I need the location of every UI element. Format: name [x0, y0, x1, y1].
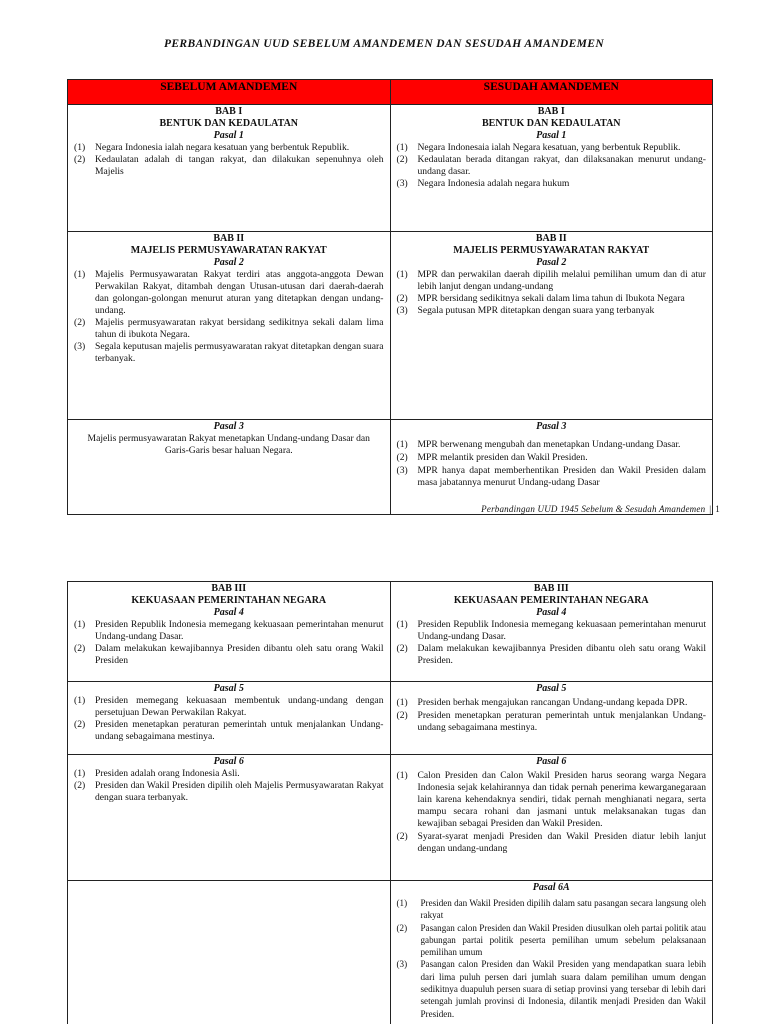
clause-list [74, 768, 384, 804]
cell-pasal6a-before-empty [68, 881, 391, 1024]
document-title: PERBANDINGAN UUD SEBELUM AMANDEMEN DAN SESUDAH AMANDEMEN [163, 38, 605, 50]
clause-item: (2) Dalam melakukan kewajibannya Presiden dibantu oleh satu orang Wakil Presiden [74, 643, 384, 666]
bab-number: BAB III [533, 583, 569, 594]
table-row-bab-2 [68, 232, 713, 420]
pasal-heading: Pasal 5 [536, 683, 567, 694]
bab-number: BAB II [535, 233, 567, 244]
pasal-heading: Pasal 3 [213, 421, 244, 432]
comparison-table-page-2 [67, 581, 713, 1024]
clause-text: Majelis permusyawaratan Rakyat menetapkan Undang-undang Dasar dan Garis-Garis besar haluan Negara. [87, 433, 370, 456]
header-before: SEBELUM AMANDEMEN [68, 80, 391, 105]
clause-item: (1) Negara Indonesia ialah negara kesatuan yang berbentuk Republik. [74, 142, 350, 153]
clause-list [74, 269, 384, 365]
cell-pasal6-after [390, 755, 713, 881]
bab-title: KEKUASAAN PEMERINTAHAN NEGARA [453, 595, 649, 606]
table-header-row [68, 80, 713, 105]
pasal-heading: Pasal 4 [213, 607, 244, 618]
clause-item: (2) Kedaulatan berada ditangan rakyat, dan dilaksanakan menurut undang-undang dasar. [396, 154, 706, 177]
clause-item: (2) MPR melantik presiden dan Wakil Presiden. [396, 452, 588, 463]
table-row-bab-1 [68, 105, 713, 232]
cell-pasal6-before [68, 755, 391, 881]
bab-title: BENTUK DAN KEDAULATAN [481, 118, 621, 129]
comparison-table-page-1 [67, 79, 713, 515]
clause-list [74, 142, 384, 178]
pasal-heading: Pasal 1 [213, 130, 244, 141]
footer-text: Perbandingan UUD 1945 Sebelum & Sesudah Amandemen [481, 504, 706, 514]
clause-item: (1) Majelis Permusyawaratan Rakyat terdiri atas anggota-anggota Dewan Perwakilan Rakyat, ditambah dengan Utusan-utusan dari daerah-daerah dan golongan-golongan menurut aturan yang ditetapkan dengan undang-undang. [74, 269, 384, 316]
clause-item: (2) Kedaulatan adalah di tangan rakyat, dan dilakukan sepenuhnya oleh Majelis [74, 154, 384, 177]
pasal-heading: Pasal 2 [536, 257, 567, 268]
clause-item: (1) Presiden berhak mengajukan rancangan Undang-undang kepada DPR. [396, 697, 688, 708]
clause-item: (1) Presiden dan Wakil Presiden dipilih dalam satu pasangan secara langsung oleh rakyat [396, 898, 706, 921]
bab-number: BAB I [537, 106, 565, 117]
table-row-bab-3 [68, 582, 713, 682]
table-row-pasal-5 [68, 682, 713, 755]
clause-item: (1) Presiden Republik Indonesia memegang kekuasaan pemerintahan menurut Undang-undang Dasar. [74, 619, 384, 642]
clause-list [397, 269, 707, 317]
clause-item: (3) MPR hanya dapat memberhentikan Presiden dan Wakil Presiden dalam masa jabatannya menurut Undang-udang Dasar [396, 465, 706, 488]
pasal-heading: Pasal 1 [536, 130, 567, 141]
pasal-heading: Pasal 4 [536, 607, 567, 618]
clause-item: (1) Calon Presiden dan Calon Wakil Presiden harus seorang warga Negara Indonesia sejak kelahirannya dan tidak pernah penerima kewarganegaraan lain karena kehendaknya sendiri, tidak pernah menghianati negara, serta mampu secara rohani dan jasmani untuk melaksanakan tugas dan kewajiban sebagai Presiden dan Wakil Presiden. [396, 770, 706, 829]
clause-item: (2) Presiden menetapkan peraturan pemerintah untuk menjalankan Undang-undang sebagaimana mestinya. [74, 719, 384, 742]
cell-bab1-before [68, 105, 391, 232]
bab-title: KEKUASAAN PEMERINTAHAN NEGARA [131, 595, 327, 606]
clause-list [397, 897, 707, 1020]
table-row-pasal-6 [68, 755, 713, 881]
table-row-pasal-3 [68, 420, 713, 515]
clause-item: (1) Presiden memegang kekuasaan membentuk undang-undang dengan persetujuan Dewan Perwakilan Rakyat. [74, 695, 384, 718]
clause-item: (1) Negara Indonesaia ialah Negara kesatuan, yang berbentuk Republik. [396, 142, 681, 153]
bab-title: BENTUK DAN KEDAULATAN [159, 118, 299, 129]
bab-number: BAB III [211, 583, 247, 594]
cell-pasal3-before [68, 420, 391, 515]
cell-bab3-after [390, 582, 713, 682]
clause-item: (2) Presiden dan Wakil Presiden dipilih oleh Majelis Permusyawaratan Rakyat dengan suara terbanyak. [74, 780, 384, 803]
cell-pasal5-after [390, 682, 713, 755]
clause-list [397, 439, 707, 489]
clause-list [397, 619, 707, 667]
page-number: 1 [715, 504, 720, 514]
clause-item: (1) Presiden Republik Indonesia memegang kekuasaan pemerintahan menurut Undang-undang Dasar. [396, 619, 706, 642]
clause-item: (3) Segala putusan MPR ditetapkan dengan suara yang terbanyak [396, 305, 655, 316]
clause-item: (3) Pasangan calon Presiden dan Wakil Presiden yang mendapatkan suara lebih dari lima puluh persen dari jumlah suara dalam pemilihan umum dengan sedikitnya duapuluh persen suara di setiap provinsi yang tersebar di lebih dari setengah jumlah provinsi di Indonesia, dilantik menjadi Presiden dan Wakil Presiden. [396, 959, 706, 1019]
cell-bab2-before [68, 232, 391, 420]
cell-bab1-after [390, 105, 713, 232]
cell-bab3-before [68, 582, 391, 682]
clause-item: (1) MPR berwenang mengubah dan menetapkan Undang-undang Dasar. [396, 439, 681, 450]
clause-item: (1) Presiden adalah orang Indonesia Asli. [74, 768, 240, 779]
pasal-heading: Pasal 6 [213, 756, 244, 767]
bab-number: BAB II [213, 233, 245, 244]
bab-title: MAJELIS PERMUSYAWARATAN RAKYAT [453, 245, 650, 256]
cell-pasal3-after [390, 420, 713, 515]
clause-list [74, 695, 384, 743]
footer-separator: | [709, 504, 712, 514]
header-after: SESUDAH AMANDEMEN [390, 80, 713, 105]
clause-item: (2) Majelis permusyawaratan rakyat bersidang sedikitnya sekali dalam lima tahun di ibukota Negara. [74, 317, 384, 340]
pasal-heading: Pasal 5 [213, 683, 244, 694]
pasal-heading: Pasal 2 [213, 257, 244, 268]
pasal-heading: Pasal 6A [532, 882, 570, 893]
clause-item: (2) Presiden menetapkan peraturan pemerintah untuk menjalankan Undang-undang sebagaimana mestinya. [396, 710, 706, 733]
cell-pasal5-before [68, 682, 391, 755]
clause-item: (3) Segala keputusan majelis permusyawaratan rakyat ditetapkan dengan suara terbanyak. [74, 341, 384, 364]
bab-number: BAB I [215, 106, 243, 117]
pasal-heading: Pasal 6 [536, 756, 567, 767]
bab-title: MAJELIS PERMUSYAWARATAN RAKYAT [130, 245, 327, 256]
clause-list [74, 619, 384, 667]
clause-item: (1) MPR dan perwakilan daerah dipilih melalui pemilihan umum dan di atur lebih lanjut dengan undang-undang [396, 269, 706, 292]
table-row-pasal-6a [68, 881, 713, 1024]
clause-item: (2) Syarat-syarat menjadi Presiden dan Wakil Presiden diatur lebih lanjut dengan undang-undang [396, 831, 706, 854]
pasal-heading: Pasal 3 [536, 421, 567, 432]
clause-list [397, 697, 707, 734]
clause-item: (2) Dalam melakukan kewajibannya Presiden dibantu oleh satu orang Wakil Presiden. [396, 643, 706, 666]
clause-item: (3) Negara Indonesia adalah negara hukum [396, 178, 570, 189]
clause-item: (2) MPR bersidang sedikitnya sekali dalam lima tahun di Ibukota Negara [396, 293, 685, 304]
cell-bab2-after [390, 232, 713, 420]
clause-list [397, 770, 707, 855]
cell-pasal6a-after [390, 881, 713, 1024]
clause-item: (2) Pasangan calon Presiden dan Wakil Presiden diusulkan oleh partai politik atau gabungan partai politik peserta pemilihan umum sebelum pelaksanaan pemilihan umum [396, 922, 706, 958]
clause-list [397, 142, 707, 190]
page-footer [0, 504, 720, 514]
